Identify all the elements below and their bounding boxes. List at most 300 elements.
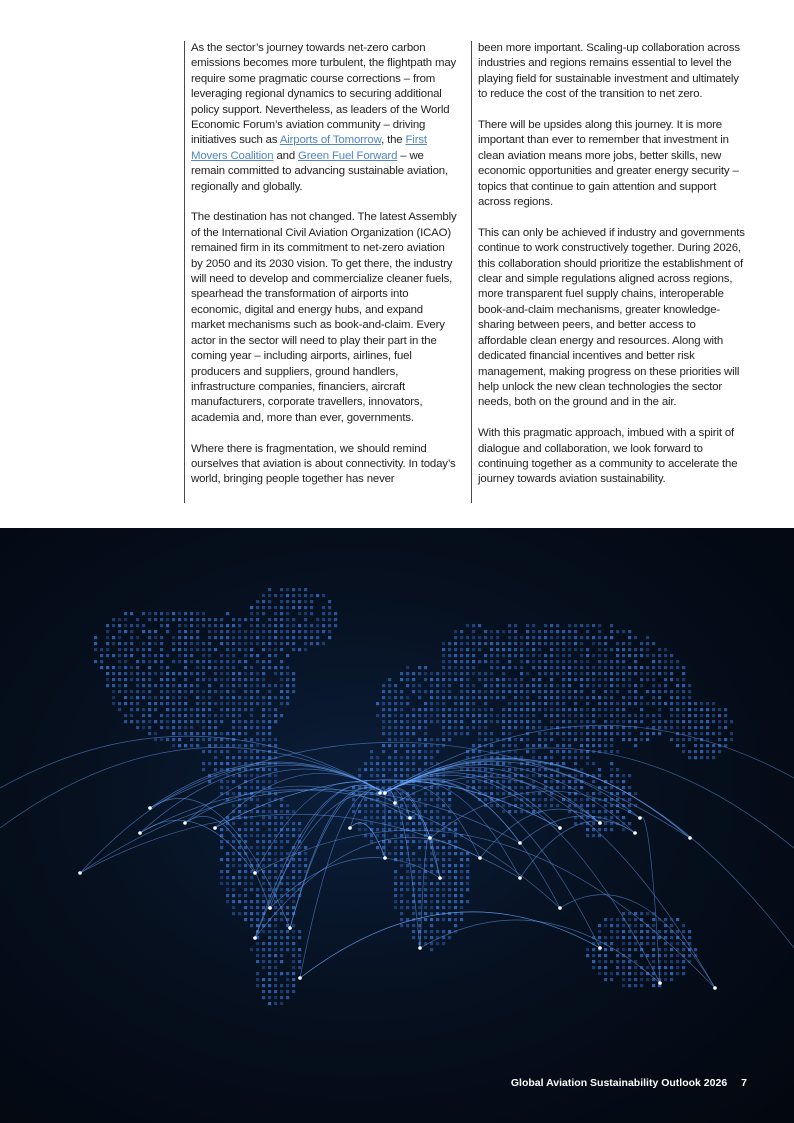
map-dot: [148, 672, 151, 675]
map-dot: [226, 762, 229, 765]
map-dot: [502, 696, 505, 699]
map-dot: [664, 948, 667, 951]
map-dot: [274, 606, 277, 609]
map-dot: [154, 672, 157, 675]
map-dot: [550, 678, 553, 681]
map-dot: [448, 648, 451, 651]
map-dot: [610, 960, 613, 963]
map-dot: [610, 702, 613, 705]
map-dot: [172, 744, 175, 747]
map-dot: [550, 684, 553, 687]
map-dot: [676, 696, 679, 699]
map-dot: [292, 930, 295, 933]
map-dot: [220, 636, 223, 639]
map-dot: [436, 792, 439, 795]
map-dot: [232, 732, 235, 735]
map-dot: [580, 624, 583, 627]
map-dot: [244, 888, 247, 891]
map-dot: [574, 822, 577, 825]
map-dot: [604, 708, 607, 711]
map-dot: [262, 732, 265, 735]
map-dot: [214, 702, 217, 705]
map-dot: [538, 720, 541, 723]
map-dot: [220, 660, 223, 663]
map-dot: [598, 960, 601, 963]
map-dot: [244, 918, 247, 921]
map-dot: [430, 858, 433, 861]
map-dot: [472, 672, 475, 675]
map-dot: [688, 714, 691, 717]
map-dot: [544, 756, 547, 759]
map-dot: [160, 654, 163, 657]
map-dot: [256, 678, 259, 681]
map-dot: [388, 732, 391, 735]
map-dot: [274, 618, 277, 621]
map-dot: [532, 654, 535, 657]
map-dot: [280, 702, 283, 705]
map-dot: [718, 738, 721, 741]
map-dot: [268, 738, 271, 741]
map-dot: [412, 768, 415, 771]
map-dot: [478, 636, 481, 639]
map-dot: [616, 702, 619, 705]
paragraph-conclusion: With this pragmatic approach, imbued with a spirit of dialogue and collaboration, we look forward to continuing together as a community to accelerate the journey towards aviation sustainability.: [478, 427, 738, 486]
map-dot: [454, 720, 457, 723]
map-dot: [544, 726, 547, 729]
map-dot: [424, 936, 427, 939]
map-dot: [622, 780, 625, 783]
map-dot: [196, 618, 199, 621]
map-dot: [538, 684, 541, 687]
map-dot: [646, 678, 649, 681]
map-dot: [274, 930, 277, 933]
map-dot: [262, 978, 265, 981]
map-dot: [610, 660, 613, 663]
map-dot: [328, 618, 331, 621]
map-dot: [430, 762, 433, 765]
map-dot: [220, 672, 223, 675]
map-dot: [220, 708, 223, 711]
map-dot: [508, 648, 511, 651]
map-dot: [424, 678, 427, 681]
map-dot: [562, 678, 565, 681]
map-dot: [292, 630, 295, 633]
map-dot: [280, 630, 283, 633]
map-dot: [508, 624, 511, 627]
map-dot: [478, 690, 481, 693]
map-dot: [274, 990, 277, 993]
map-dot: [652, 732, 655, 735]
map-dot: [430, 714, 433, 717]
map-dot: [586, 948, 589, 951]
map-dot: [406, 678, 409, 681]
map-dot: [364, 762, 367, 765]
map-dot: [454, 630, 457, 633]
map-dot: [280, 672, 283, 675]
map-dot: [196, 690, 199, 693]
map-dot: [148, 702, 151, 705]
map-dot: [418, 666, 421, 669]
map-dot: [472, 702, 475, 705]
map-dot: [262, 768, 265, 771]
map-dot: [280, 930, 283, 933]
map-dot: [250, 756, 253, 759]
map-dot: [388, 852, 391, 855]
map-dot: [262, 990, 265, 993]
map-dot: [442, 738, 445, 741]
map-dot: [178, 696, 181, 699]
map-dot: [184, 714, 187, 717]
map-dot: [634, 942, 637, 945]
map-dot: [160, 696, 163, 699]
map-dot: [148, 654, 151, 657]
map-dot: [508, 720, 511, 723]
map-dot: [526, 624, 529, 627]
map-dot: [670, 972, 673, 975]
map-dot: [262, 678, 265, 681]
map-dot: [286, 630, 289, 633]
airports-of-tomorrow-link[interactable]: Airports of Tomorrow: [279, 134, 382, 147]
hub-point: [478, 856, 482, 860]
map-dot: [628, 960, 631, 963]
map-dot: [214, 762, 217, 765]
map-dot: [694, 744, 697, 747]
map-dot: [214, 690, 217, 693]
map-dot: [418, 804, 421, 807]
map-dot: [166, 690, 169, 693]
map-dot: [688, 732, 691, 735]
map-dot: [424, 876, 427, 879]
map-dot: [406, 768, 409, 771]
map-dot: [610, 972, 613, 975]
map-dot: [214, 630, 217, 633]
map-dot: [268, 798, 271, 801]
map-dot: [184, 744, 187, 747]
map-dot: [262, 954, 265, 957]
map-dot: [586, 654, 589, 657]
map-dot: [226, 666, 229, 669]
green-fuel-forward-link[interactable]: Green Fuel Forward: [298, 149, 398, 162]
map-dot: [598, 708, 601, 711]
map-dot: [202, 690, 205, 693]
map-dot: [256, 900, 259, 903]
map-dot: [166, 654, 169, 657]
map-dot: [316, 642, 319, 645]
map-dot: [520, 810, 523, 813]
map-dot: [232, 630, 235, 633]
map-dot: [610, 636, 613, 639]
map-dot: [436, 684, 439, 687]
map-dot: [256, 984, 259, 987]
map-dot: [190, 660, 193, 663]
map-dot: [598, 810, 601, 813]
map-dot: [634, 972, 637, 975]
map-dot: [466, 690, 469, 693]
map-dot: [586, 702, 589, 705]
map-dot: [442, 720, 445, 723]
map-dot: [250, 624, 253, 627]
map-dot: [442, 876, 445, 879]
map-dot: [532, 792, 535, 795]
map-dot: [544, 660, 547, 663]
map-dot: [532, 636, 535, 639]
map-dot: [580, 672, 583, 675]
map-dot: [604, 654, 607, 657]
map-dot: [328, 600, 331, 603]
map-dot: [598, 972, 601, 975]
map-dot: [232, 792, 235, 795]
map-dot: [448, 846, 451, 849]
map-dot: [610, 768, 613, 771]
map-dots: [94, 588, 733, 1005]
map-dot: [400, 894, 403, 897]
map-dot: [304, 594, 307, 597]
map-dot: [94, 648, 97, 651]
map-dot: [172, 708, 175, 711]
map-dot: [418, 828, 421, 831]
map-dot: [442, 870, 445, 873]
map-dot: [550, 690, 553, 693]
map-dot: [256, 960, 259, 963]
map-dot: [394, 840, 397, 843]
map-dot: [448, 792, 451, 795]
map-dot: [388, 780, 391, 783]
map-dot: [232, 744, 235, 747]
map-dot: [250, 858, 253, 861]
map-dot: [232, 864, 235, 867]
map-dot: [664, 942, 667, 945]
map-dot: [124, 642, 127, 645]
map-dot: [676, 690, 679, 693]
map-dot: [262, 624, 265, 627]
map-dot: [502, 792, 505, 795]
map-dot: [220, 618, 223, 621]
map-dot: [646, 672, 649, 675]
map-dot: [256, 642, 259, 645]
map-dot: [292, 684, 295, 687]
map-dot: [460, 636, 463, 639]
map-dot: [208, 726, 211, 729]
map-dot: [376, 756, 379, 759]
map-dot: [172, 660, 175, 663]
map-dot: [400, 888, 403, 891]
map-dot: [634, 948, 637, 951]
map-dot: [160, 726, 163, 729]
map-dot: [484, 738, 487, 741]
map-dot: [610, 726, 613, 729]
map-dot: [622, 924, 625, 927]
map-dot: [226, 684, 229, 687]
map-dot: [688, 726, 691, 729]
map-dot: [322, 594, 325, 597]
map-dot: [628, 972, 631, 975]
map-dot: [166, 702, 169, 705]
map-dot: [604, 636, 607, 639]
map-dot: [106, 654, 109, 657]
map-dot: [286, 876, 289, 879]
map-dot: [298, 822, 301, 825]
map-dot: [574, 732, 577, 735]
map-dot: [604, 672, 607, 675]
map-dot: [178, 714, 181, 717]
map-dot: [250, 750, 253, 753]
map-dot: [436, 882, 439, 885]
map-dot: [454, 708, 457, 711]
map-dot: [262, 672, 265, 675]
map-dot: [244, 786, 247, 789]
map-dot: [694, 756, 697, 759]
map-dot: [256, 978, 259, 981]
map-dot: [190, 618, 193, 621]
map-dot: [400, 840, 403, 843]
map-dot: [280, 882, 283, 885]
map-dot: [124, 672, 127, 675]
map-dot: [688, 720, 691, 723]
map-dot: [430, 702, 433, 705]
map-dot: [412, 684, 415, 687]
map-dot: [454, 828, 457, 831]
map-dot: [700, 750, 703, 753]
map-dot: [274, 978, 277, 981]
map-dot: [568, 660, 571, 663]
map-dot: [574, 660, 577, 663]
map-dot: [250, 726, 253, 729]
map-dot: [448, 918, 451, 921]
hub-point: [438, 876, 442, 880]
map-dot: [178, 702, 181, 705]
map-dot: [538, 678, 541, 681]
map-dot: [436, 696, 439, 699]
map-dot: [256, 684, 259, 687]
map-dot: [226, 678, 229, 681]
map-dot: [256, 636, 259, 639]
map-dot: [250, 678, 253, 681]
map-dot: [208, 660, 211, 663]
map-dot: [622, 678, 625, 681]
map-dot: [160, 612, 163, 615]
map-dot: [604, 726, 607, 729]
map-dot: [604, 924, 607, 927]
map-dot: [550, 696, 553, 699]
map-dot: [274, 924, 277, 927]
map-dot: [658, 702, 661, 705]
map-dot: [502, 720, 505, 723]
map-dot: [712, 702, 715, 705]
map-dot: [418, 750, 421, 753]
map-dot: [598, 672, 601, 675]
map-dot: [304, 852, 307, 855]
map-dot: [238, 864, 241, 867]
map-dot: [424, 726, 427, 729]
map-dot: [292, 990, 295, 993]
map-dot: [562, 660, 565, 663]
map-dot: [724, 714, 727, 717]
map-dot: [136, 624, 139, 627]
map-dot: [250, 828, 253, 831]
map-dot: [568, 630, 571, 633]
map-dot: [418, 696, 421, 699]
map-dot: [688, 756, 691, 759]
map-dot: [442, 660, 445, 663]
map-dot: [400, 846, 403, 849]
map-dot: [184, 690, 187, 693]
map-dot: [238, 846, 241, 849]
map-dot: [256, 690, 259, 693]
map-dot: [232, 888, 235, 891]
map-dot: [598, 630, 601, 633]
map-dot: [274, 858, 277, 861]
map-dot: [574, 762, 577, 765]
map-dot: [130, 654, 133, 657]
map-dot: [406, 900, 409, 903]
map-dot: [604, 804, 607, 807]
map-dot: [664, 960, 667, 963]
map-dot: [238, 618, 241, 621]
map-dot: [424, 720, 427, 723]
map-dot: [256, 780, 259, 783]
map-dot: [208, 714, 211, 717]
map-dot: [382, 714, 385, 717]
map-dot: [442, 678, 445, 681]
map-dot: [148, 666, 151, 669]
hub-point: [713, 986, 717, 990]
map-dot: [382, 696, 385, 699]
map-dot: [214, 648, 217, 651]
map-dot: [178, 636, 181, 639]
map-dot: [502, 714, 505, 717]
flight-route: [385, 761, 640, 818]
map-dot: [478, 732, 481, 735]
map-dot: [652, 720, 655, 723]
map-dot: [256, 756, 259, 759]
map-dot: [154, 630, 157, 633]
map-dot: [460, 714, 463, 717]
map-dot: [442, 852, 445, 855]
map-dot: [508, 708, 511, 711]
map-dot: [364, 798, 367, 801]
map-dot: [202, 762, 205, 765]
map-dot: [448, 672, 451, 675]
map-dot: [262, 612, 265, 615]
map-dot: [232, 762, 235, 765]
map-dot: [424, 888, 427, 891]
map-dot: [628, 690, 631, 693]
map-dot: [658, 666, 661, 669]
flight-route: [140, 820, 255, 873]
map-dot: [268, 1002, 271, 1005]
map-dot: [598, 702, 601, 705]
map-dot: [574, 624, 577, 627]
map-dot: [448, 666, 451, 669]
map-dot: [658, 966, 661, 969]
map-dot: [154, 708, 157, 711]
map-dot: [556, 744, 559, 747]
map-dot: [448, 894, 451, 897]
map-dot: [514, 774, 517, 777]
map-dot: [730, 738, 733, 741]
map-dot: [670, 960, 673, 963]
map-dot: [388, 744, 391, 747]
map-dot: [556, 624, 559, 627]
map-dot: [640, 738, 643, 741]
map-dot: [160, 636, 163, 639]
map-dot: [130, 708, 133, 711]
first-movers-coalition-link[interactable]: First Movers Coalition: [191, 134, 427, 162]
map-dot: [190, 720, 193, 723]
map-dot: [526, 642, 529, 645]
map-dot: [244, 900, 247, 903]
map-dot: [622, 648, 625, 651]
